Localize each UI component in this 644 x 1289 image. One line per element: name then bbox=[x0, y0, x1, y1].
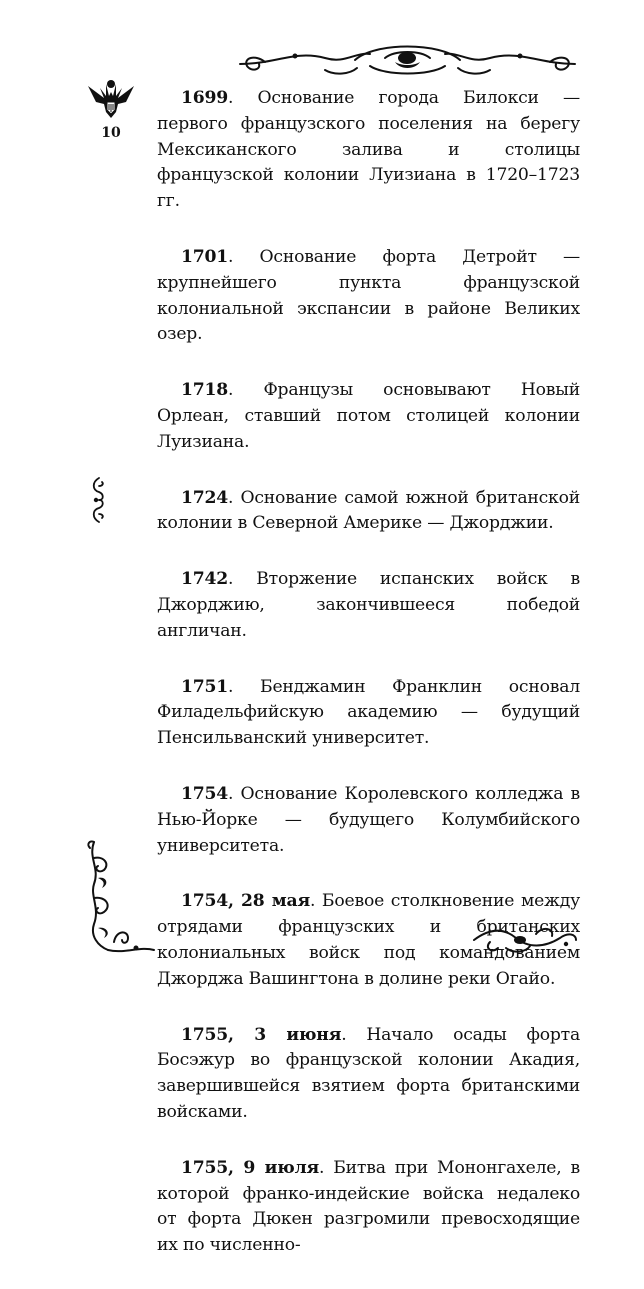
entry-text: . Боевое столкновение между отрядами французских и британских колониальных войск под командованием Джорджа Вашингтона в долине реки Огайо. bbox=[157, 891, 580, 989]
entry-text: . Основание форта Детройт — крупнейшего пункта французской колониальной экспансии в районе Великих озер. bbox=[157, 246, 580, 345]
entry-text: . Начало осады форта Босэжур во французской колонии Акадия, завершившейся взятием форта британскими войсками. bbox=[157, 1024, 581, 1122]
entry-date: 1751 bbox=[181, 676, 229, 697]
entry-text: . Французы основывают Новый Орлеан, ставший потом столицей колонии Луизиана. bbox=[157, 380, 580, 452]
entry-text: . Бенджамин Франклин основал Филадельфийскую академию — будущий Пенсильванский университет. bbox=[157, 676, 580, 749]
chronology-entry bbox=[157, 245, 580, 348]
chronology-entry bbox=[157, 889, 580, 992]
side-flourish-icon bbox=[88, 476, 110, 524]
chronology-entry bbox=[157, 486, 580, 538]
page-number: 10 bbox=[101, 125, 121, 141]
entry-date: 1742 bbox=[181, 569, 229, 590]
entry-date: 1754 bbox=[181, 783, 229, 804]
eagle-emblem-icon bbox=[86, 78, 136, 120]
entry-date: 1724 bbox=[181, 487, 229, 508]
entry-text: . Вторжение испанских войск в Джорджию, закончившееся победой англичан. bbox=[157, 569, 580, 641]
corner-flourish-icon bbox=[84, 838, 156, 956]
entry-date: 1755, 3 июня bbox=[181, 1024, 342, 1045]
entry-text: . Основание Королевского колледжа в Нью-Йорке — будущего Колумбийского университета. bbox=[157, 783, 580, 856]
chronology-entry bbox=[157, 782, 580, 859]
entry-date: 1701 bbox=[181, 246, 229, 267]
entry-text: . Битва при Мононгахеле, в которой франко-индейские войска недалеко от форта Дюкен разгромили превосходящие их по численно- bbox=[157, 1157, 580, 1256]
chronology-entry bbox=[157, 1156, 580, 1259]
entry-date: 1699 bbox=[181, 88, 229, 108]
chronology-list bbox=[157, 86, 580, 1289]
chronology-entry bbox=[157, 1023, 580, 1126]
chronology-entry bbox=[157, 378, 580, 455]
entry-text: . Основание города Билокси — первого французского поселения на берегу Мексиканского залива и столицы французской колонии Луизиана в 1720–1723 гг. bbox=[157, 88, 580, 212]
chronology-entry bbox=[157, 675, 580, 752]
entry-text: . Основание самой южной британской колонии в Северной Америке — Джорджии. bbox=[157, 487, 580, 534]
entry-date: 1755, 9 июля bbox=[181, 1157, 319, 1178]
scroll-ornament-icon bbox=[235, 40, 580, 80]
chronology-entry bbox=[157, 567, 580, 644]
chronology-entry bbox=[157, 86, 580, 215]
entry-date: 1718 bbox=[181, 380, 229, 401]
entry-date: 1754, 28 мая bbox=[181, 891, 310, 912]
